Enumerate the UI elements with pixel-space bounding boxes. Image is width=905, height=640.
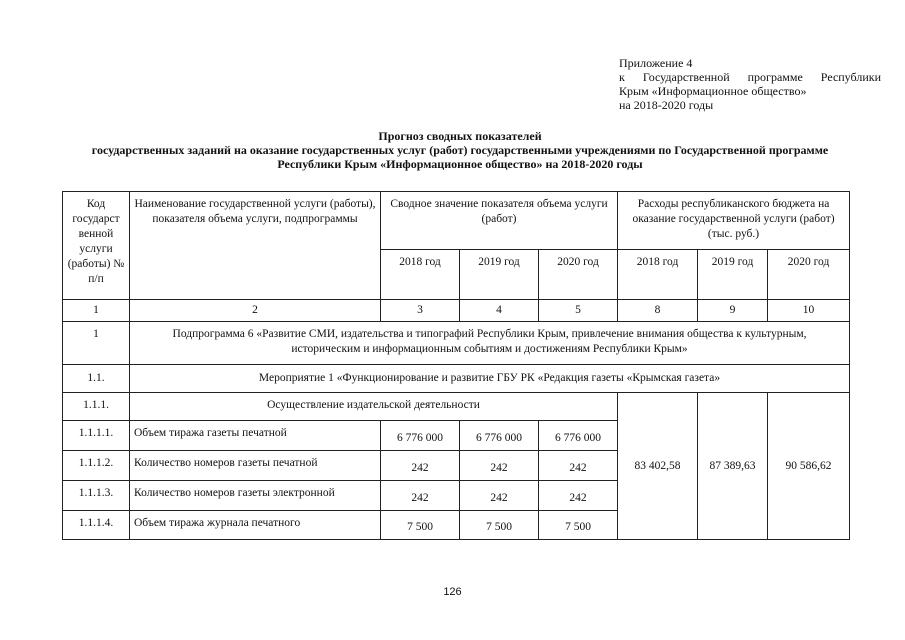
row-value-2020: 242 xyxy=(539,451,618,481)
expenses-2020: 90 586,62 xyxy=(768,393,850,540)
column-number: 3 xyxy=(381,300,460,322)
appendix-line: Приложение 4 xyxy=(619,56,693,70)
row-code: 1.1.1.2. xyxy=(63,451,130,481)
row-code: 1.1.1.3. xyxy=(63,481,130,511)
header-code: Код государст венной услуги (работы) № п/п xyxy=(63,192,130,300)
header-year: 2018 год xyxy=(618,250,698,300)
row-value-2018: 242 xyxy=(381,451,460,481)
event-code: 1.1. xyxy=(63,365,130,393)
header-expenses: Расходы республиканского бюджета на оказание государственной услуги (работ) (тыс. руб.) xyxy=(618,192,850,250)
column-number: 5 xyxy=(539,300,618,322)
header-year: 2020 год xyxy=(539,250,618,300)
subprogram-code: 1 xyxy=(63,322,130,365)
row-value-2019: 7 500 xyxy=(460,511,539,540)
column-number: 8 xyxy=(618,300,698,322)
row-value-2018: 242 xyxy=(381,481,460,511)
row-code: 1.1.1.1. xyxy=(63,421,130,451)
row-value-2020: 7 500 xyxy=(539,511,618,540)
header-year: 2019 год xyxy=(460,250,539,300)
title-line: государственных заданий на оказание государственных услуг (работ) государственными учреждениями по Государственной программе xyxy=(91,143,829,157)
row-value-2019: 6 776 000 xyxy=(460,421,539,451)
subprogram-title: Подпрограмма 6 «Развитие СМИ, издательства и типографий Республики Крым, привлечение внимания общества к культурным, историческим и информационным событиям и достижениям Республики Крым» xyxy=(130,322,850,365)
page-number: 126 xyxy=(443,586,462,598)
column-number: 2 xyxy=(130,300,381,322)
header-name: Наименование государственной услуги (работы), показателя объема услуги, подпрограммы xyxy=(130,192,381,300)
row-value-2019: 242 xyxy=(460,481,539,511)
row-code: 1.1.1.4. xyxy=(63,511,130,540)
appendix-line: Крым «Информационное общество» xyxy=(619,84,807,98)
column-number: 9 xyxy=(698,300,768,322)
title-line: Прогноз сводных показателей xyxy=(378,129,542,143)
document-title xyxy=(40,129,880,171)
row-value-2020: 242 xyxy=(539,481,618,511)
header-year: 2018 год xyxy=(381,250,460,300)
row-value-2020: 6 776 000 xyxy=(539,421,618,451)
event-title: Мероприятие 1 «Функционирование и развитие ГБУ РК «Редакция газеты «Крымская газета» xyxy=(130,365,850,393)
forecast-table xyxy=(62,191,850,540)
row-name: Количество номеров газеты печатной xyxy=(130,451,381,481)
appendix-line: к Государственной программе Республики xyxy=(619,70,881,84)
column-number: 1 xyxy=(63,300,130,322)
row-name: Количество номеров газеты электронной xyxy=(130,481,381,511)
service-code: 1.1.1. xyxy=(63,393,130,421)
header-year: 2020 год xyxy=(768,250,850,300)
appendix-note xyxy=(619,56,881,112)
row-name: Объем тиража журнала печатного xyxy=(130,511,381,540)
expenses-2019: 87 389,63 xyxy=(698,393,768,540)
row-value-2019: 242 xyxy=(460,451,539,481)
row-value-2018: 6 776 000 xyxy=(381,421,460,451)
header-year: 2019 год xyxy=(698,250,768,300)
header-volume: Сводное значение показателя объема услуги (работ) xyxy=(381,192,618,250)
service-title: Осуществление издательской деятельности xyxy=(130,393,618,421)
column-number: 4 xyxy=(460,300,539,322)
expenses-2018: 83 402,58 xyxy=(618,393,698,540)
title-line: Республики Крым «Информационное общество» на 2018-2020 годы xyxy=(277,157,643,171)
row-value-2018: 7 500 xyxy=(381,511,460,540)
column-number: 10 xyxy=(768,300,850,322)
row-name: Объем тиража газеты печатной xyxy=(130,421,381,451)
appendix-line: на 2018-2020 годы xyxy=(619,98,714,112)
